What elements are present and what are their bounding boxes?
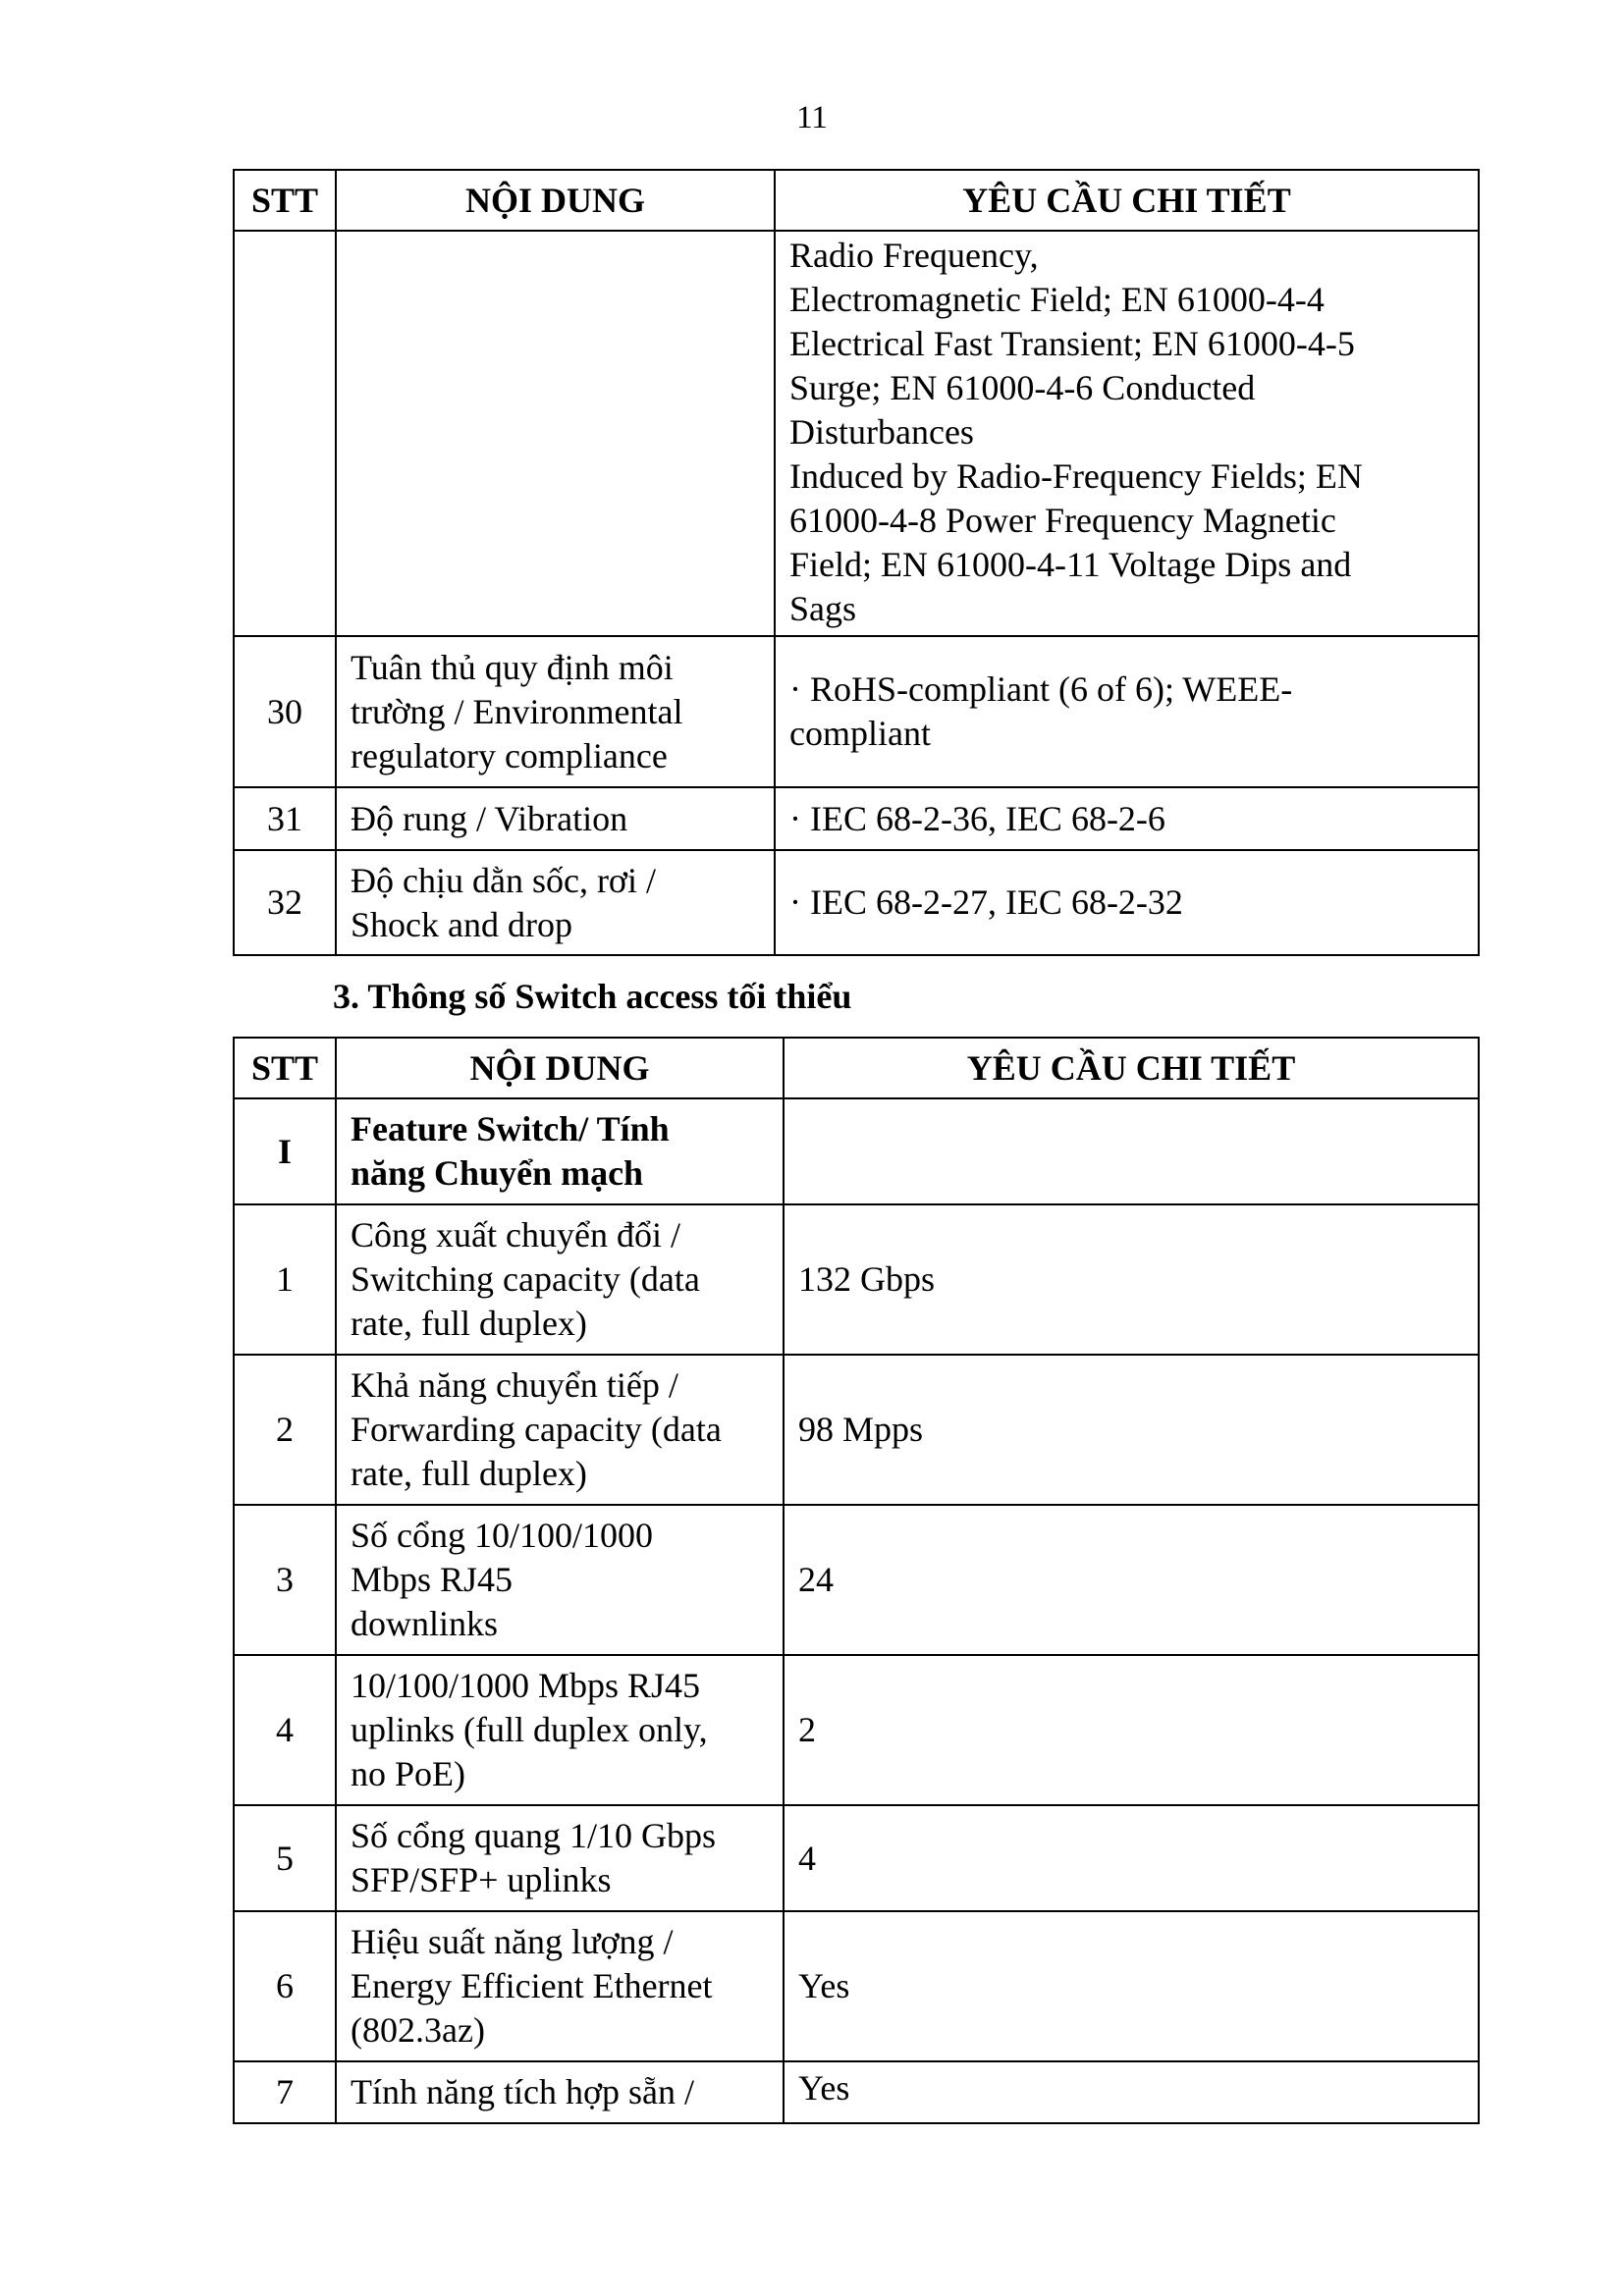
table-row <box>234 1505 1479 1655</box>
row-stt: 5 <box>234 1805 336 1911</box>
row-content <box>336 231 775 636</box>
group-stt: I <box>234 1098 336 1204</box>
row-stt: 4 <box>234 1655 336 1805</box>
group-detail <box>784 1098 1479 1204</box>
table-switch-access-specs <box>233 1037 1480 2124</box>
table-row <box>234 1911 1479 2061</box>
table-row <box>234 1805 1479 1911</box>
row-detail: Yes <box>784 2061 1479 2123</box>
table-row <box>234 787 1479 850</box>
row-content: 10/100/1000 Mbps RJ45 uplinks (full duplex only, no PoE) <box>336 1655 784 1805</box>
table-row <box>234 1355 1479 1505</box>
row-detail: · RoHS-compliant (6 of 6); WEEE- compliant <box>775 636 1479 787</box>
row-stt: 1 <box>234 1204 336 1355</box>
row-stt: 3 <box>234 1505 336 1655</box>
header-detail: YÊU CẦU CHI TIẾT <box>775 170 1479 231</box>
row-stt: 30 <box>234 636 336 787</box>
table-compliance <box>233 169 1480 956</box>
row-detail: Radio Frequency, Electromagnetic Field; EN 61000-4-4 Electrical Fast Transient; EN 61000-4-5 Surge; EN 61000-4-6 Conducted Disturbances Induced by Radio-Frequency Fields; EN 61000-4-8 Power Frequency Magnetic Field; EN 61000-4-11 Voltage Dips and Sags <box>775 231 1479 636</box>
table-row <box>234 636 1479 787</box>
row-content: Công xuất chuyển đổi / Switching capacity (data rate, full duplex) <box>336 1204 784 1355</box>
table-row <box>234 850 1479 955</box>
table-group-row <box>234 1098 1479 1204</box>
row-stt: 2 <box>234 1355 336 1505</box>
group-content: Feature Switch/ Tính năng Chuyển mạch <box>336 1098 784 1204</box>
section-heading: 3. Thông số Switch access tối thiểu <box>333 977 852 1016</box>
table-row <box>234 1204 1479 1355</box>
row-content: Số cổng 10/100/1000 Mbps RJ45 downlinks <box>336 1505 784 1655</box>
table-row <box>234 2061 1479 2123</box>
row-content: Độ rung / Vibration <box>336 787 775 850</box>
row-stt: 32 <box>234 850 336 955</box>
row-stt: 6 <box>234 1911 336 2061</box>
row-detail: 132 Gbps <box>784 1204 1479 1355</box>
row-detail: 2 <box>784 1655 1479 1805</box>
page-number: 11 <box>796 100 828 135</box>
header-stt: STT <box>234 170 336 231</box>
table-header-row <box>234 1038 1479 1098</box>
row-detail: 98 Mpps <box>784 1355 1479 1505</box>
row-stt: 31 <box>234 787 336 850</box>
table-row <box>234 231 1479 636</box>
header-content: NỘI DUNG <box>336 170 775 231</box>
table-row <box>234 1655 1479 1805</box>
header-detail: YÊU CẦU CHI TIẾT <box>784 1038 1479 1098</box>
row-content: Tính năng tích hợp sẵn / <box>336 2061 784 2123</box>
row-stt <box>234 231 336 636</box>
row-content: Độ chịu dằn sốc, rơi / Shock and drop <box>336 850 775 955</box>
table-header-row <box>234 170 1479 231</box>
row-detail: 4 <box>784 1805 1479 1911</box>
row-content: Khả năng chuyển tiếp / Forwarding capacity (data rate, full duplex) <box>336 1355 784 1505</box>
row-detail: 24 <box>784 1505 1479 1655</box>
header-stt: STT <box>234 1038 336 1098</box>
header-content: NỘI DUNG <box>336 1038 784 1098</box>
row-detail: Yes <box>784 1911 1479 2061</box>
row-stt: 7 <box>234 2061 336 2123</box>
row-content: Số cổng quang 1/10 Gbps SFP/SFP+ uplinks <box>336 1805 784 1911</box>
row-detail: · IEC 68-2-27, IEC 68-2-32 <box>775 850 1479 955</box>
row-detail: · IEC 68-2-36, IEC 68-2-6 <box>775 787 1479 850</box>
row-content: Tuân thủ quy định môi trường / Environmental regulatory compliance <box>336 636 775 787</box>
row-content: Hiệu suất năng lượng / Energy Efficient Ethernet (802.3az) <box>336 1911 784 2061</box>
